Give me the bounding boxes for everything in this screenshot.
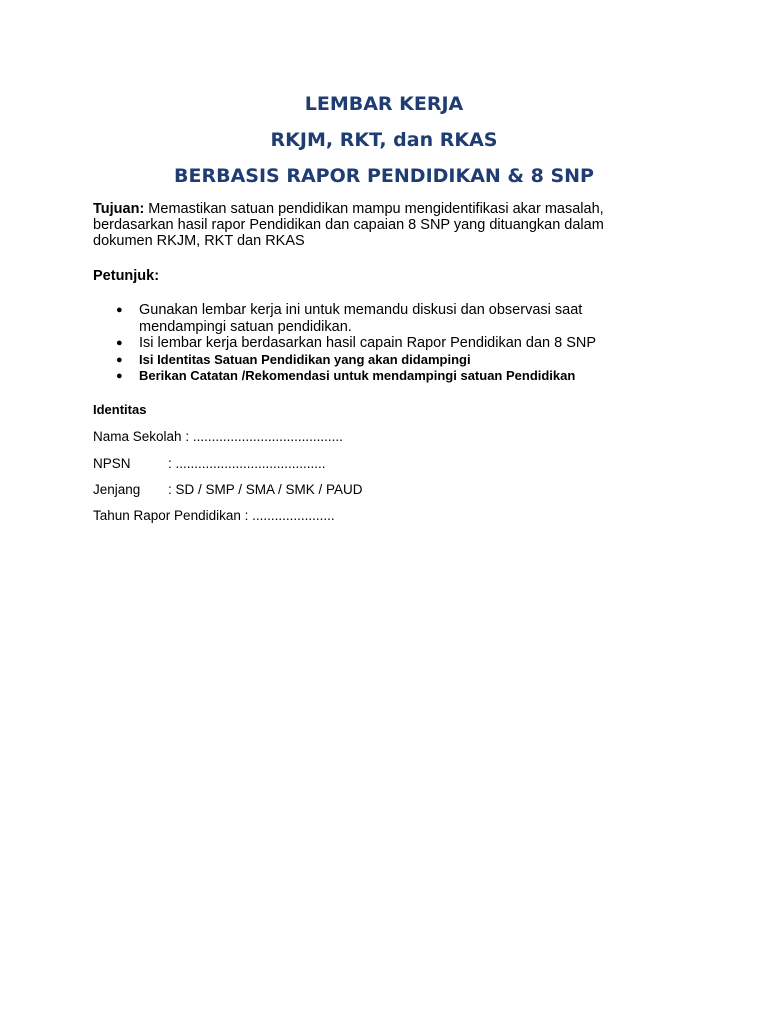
field-tahun-rapor[interactable] [93,508,335,523]
bullet-icon: ● [116,353,123,366]
field-label: Jenjang [93,482,141,497]
tujuan-text: Memastikan satuan pendidikan mampu mengidentifikasi akar masalah, berdasarkan hasil rapor Pendidikan dan capaian 8 SNP yang dituangkan dalam dokumen RKJM, RKT dan RKAS [93,201,604,249]
document-title [0,86,768,194]
field-jenjang[interactable] [93,482,363,497]
list-item-text: Berikan Catatan /Rekomendasi untuk mendampingi satuan Pendidikan [139,368,576,383]
bullet-icon: ● [116,337,123,349]
field-value: : SD / SMP / SMA / SMK / PAUD [168,482,363,497]
tujuan-paragraph [93,201,653,249]
tujuan-label: Tujuan: [93,201,145,217]
list-item-text: Isi Identitas Satuan Pendidikan yang akan didampingi [139,351,471,367]
field-npsn[interactable] [93,456,326,471]
field-value: : ........................................ [185,429,343,444]
title-line-2: RKJM, RKT, dan RKAS [270,129,498,151]
bullet-icon: ● [116,370,123,382]
list-item-text: Gunakan lembar kerja ini untuk memandu diskusi dan observasi saat mendampingi satuan pendidikan. [139,302,583,335]
field-nama-sekolah[interactable] [93,429,343,444]
list-item [93,302,653,335]
petunjuk-heading: Petunjuk: [93,268,160,284]
list-item [93,335,653,352]
field-label: Tahun Rapor Pendidikan [93,508,241,523]
petunjuk-list [93,302,653,385]
field-label: Nama Sekolah [93,429,182,444]
field-value: : ........................................ [168,456,326,471]
field-label: NPSN [93,456,131,471]
bullet-icon: ● [116,304,123,316]
title-line-3: BERBASIS RAPOR PENDIDIKAN & 8 SNP [174,165,594,187]
list-item-text: Isi lembar kerja berdasarkan hasil capain Rapor Pendidikan dan 8 SNP [139,335,597,351]
list-item [93,352,653,369]
identitas-heading: Identitas [93,402,147,417]
list-item [93,368,653,385]
title-line-1: LEMBAR KERJA [304,93,464,115]
field-value: : ...................... [244,508,335,523]
